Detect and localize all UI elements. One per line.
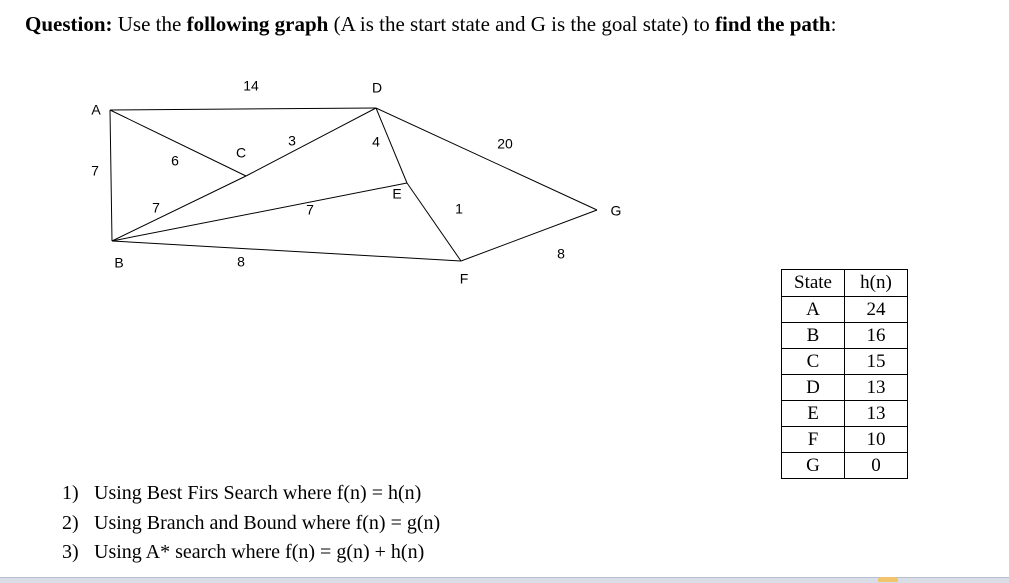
scroll-corner-marker	[878, 577, 898, 582]
table-row	[782, 401, 908, 427]
edge-b-c	[112, 176, 246, 241]
h-value-cell: 24	[845, 297, 908, 323]
state-cell: B	[782, 323, 845, 349]
list-item	[62, 541, 440, 571]
edge-weight-a-b: 7	[91, 162, 99, 179]
state-cell: D	[782, 375, 845, 401]
node-label-c: C	[235, 144, 247, 161]
h-value-cell: 15	[845, 349, 908, 375]
edge-weight-b-f: 8	[237, 253, 245, 270]
edge-d-g	[376, 108, 597, 210]
table-row	[782, 349, 908, 375]
table-row	[782, 297, 908, 323]
question-bold-1: following graph	[186, 12, 329, 36]
task-number: 2)	[62, 511, 79, 534]
task-text: Using Best Firs Search where f(n) = h(n)	[94, 482, 422, 504]
state-cell: A	[782, 297, 845, 323]
table-row	[782, 427, 908, 453]
state-cell: E	[782, 401, 845, 427]
question-suffix: :	[830, 12, 837, 36]
h-value-cell: 13	[845, 375, 908, 401]
table-row	[782, 323, 908, 349]
edge-d-e	[376, 108, 407, 183]
h-value-cell: 0	[845, 453, 908, 479]
window-bottom-edge	[0, 577, 1009, 583]
edge-f-g	[461, 210, 597, 261]
table-row	[782, 453, 908, 479]
question-bold-2: find the path	[715, 12, 831, 36]
question-prefix: Question:	[25, 12, 113, 36]
task-list	[62, 482, 440, 571]
edge-weight-b-c: 7	[152, 199, 160, 216]
task-text: Using A* search where f(n) = g(n) + h(n)	[94, 541, 425, 563]
node-label-g: G	[610, 202, 622, 219]
edge-weight-f-g: 8	[557, 245, 565, 262]
edge-a-b	[110, 110, 112, 241]
state-cell: C	[782, 349, 845, 375]
heuristic-table-header	[782, 270, 908, 297]
h-value-cell: 10	[845, 427, 908, 453]
node-label-a: A	[91, 101, 101, 118]
heuristic-table	[781, 269, 908, 479]
state-cell: F	[782, 427, 845, 453]
edge-b-f	[112, 241, 461, 261]
task-number: 3)	[62, 541, 79, 563]
edge-weight-c-d: 3	[288, 132, 296, 149]
edge-a-d	[110, 108, 376, 110]
h-value-cell: 13	[845, 401, 908, 427]
task-number: 1)	[62, 482, 79, 504]
edge-e-f	[407, 183, 461, 261]
node-label-d: D	[371, 79, 383, 96]
question-text-1: Use the	[112, 12, 187, 36]
list-item	[62, 512, 440, 542]
edge-weight-a-d: 14	[243, 77, 259, 94]
node-label-b: B	[114, 254, 124, 271]
edge-weight-e-f: 1	[455, 200, 463, 217]
edge-c-d	[246, 108, 376, 176]
node-label-e: E	[392, 185, 402, 202]
edge-weight-d-g: 20	[497, 135, 513, 152]
graph-edges	[110, 108, 597, 261]
column-header-h: h(n)	[845, 270, 908, 297]
list-item	[62, 482, 440, 512]
node-label-f: F	[459, 270, 469, 287]
state-cell: G	[782, 453, 845, 479]
edge-weight-a-c: 6	[171, 152, 179, 169]
task-text: Using Branch and Bound where f(n) = g(n)	[94, 511, 441, 534]
edge-weight-d-e: 4	[372, 133, 380, 150]
edge-weight-b-e: 7	[306, 201, 314, 218]
question-text-2: (A is the start state and G is the goal state) to	[328, 12, 716, 36]
h-value-cell: 16	[845, 323, 908, 349]
table-row	[782, 375, 908, 401]
column-header-state: State	[782, 270, 845, 297]
